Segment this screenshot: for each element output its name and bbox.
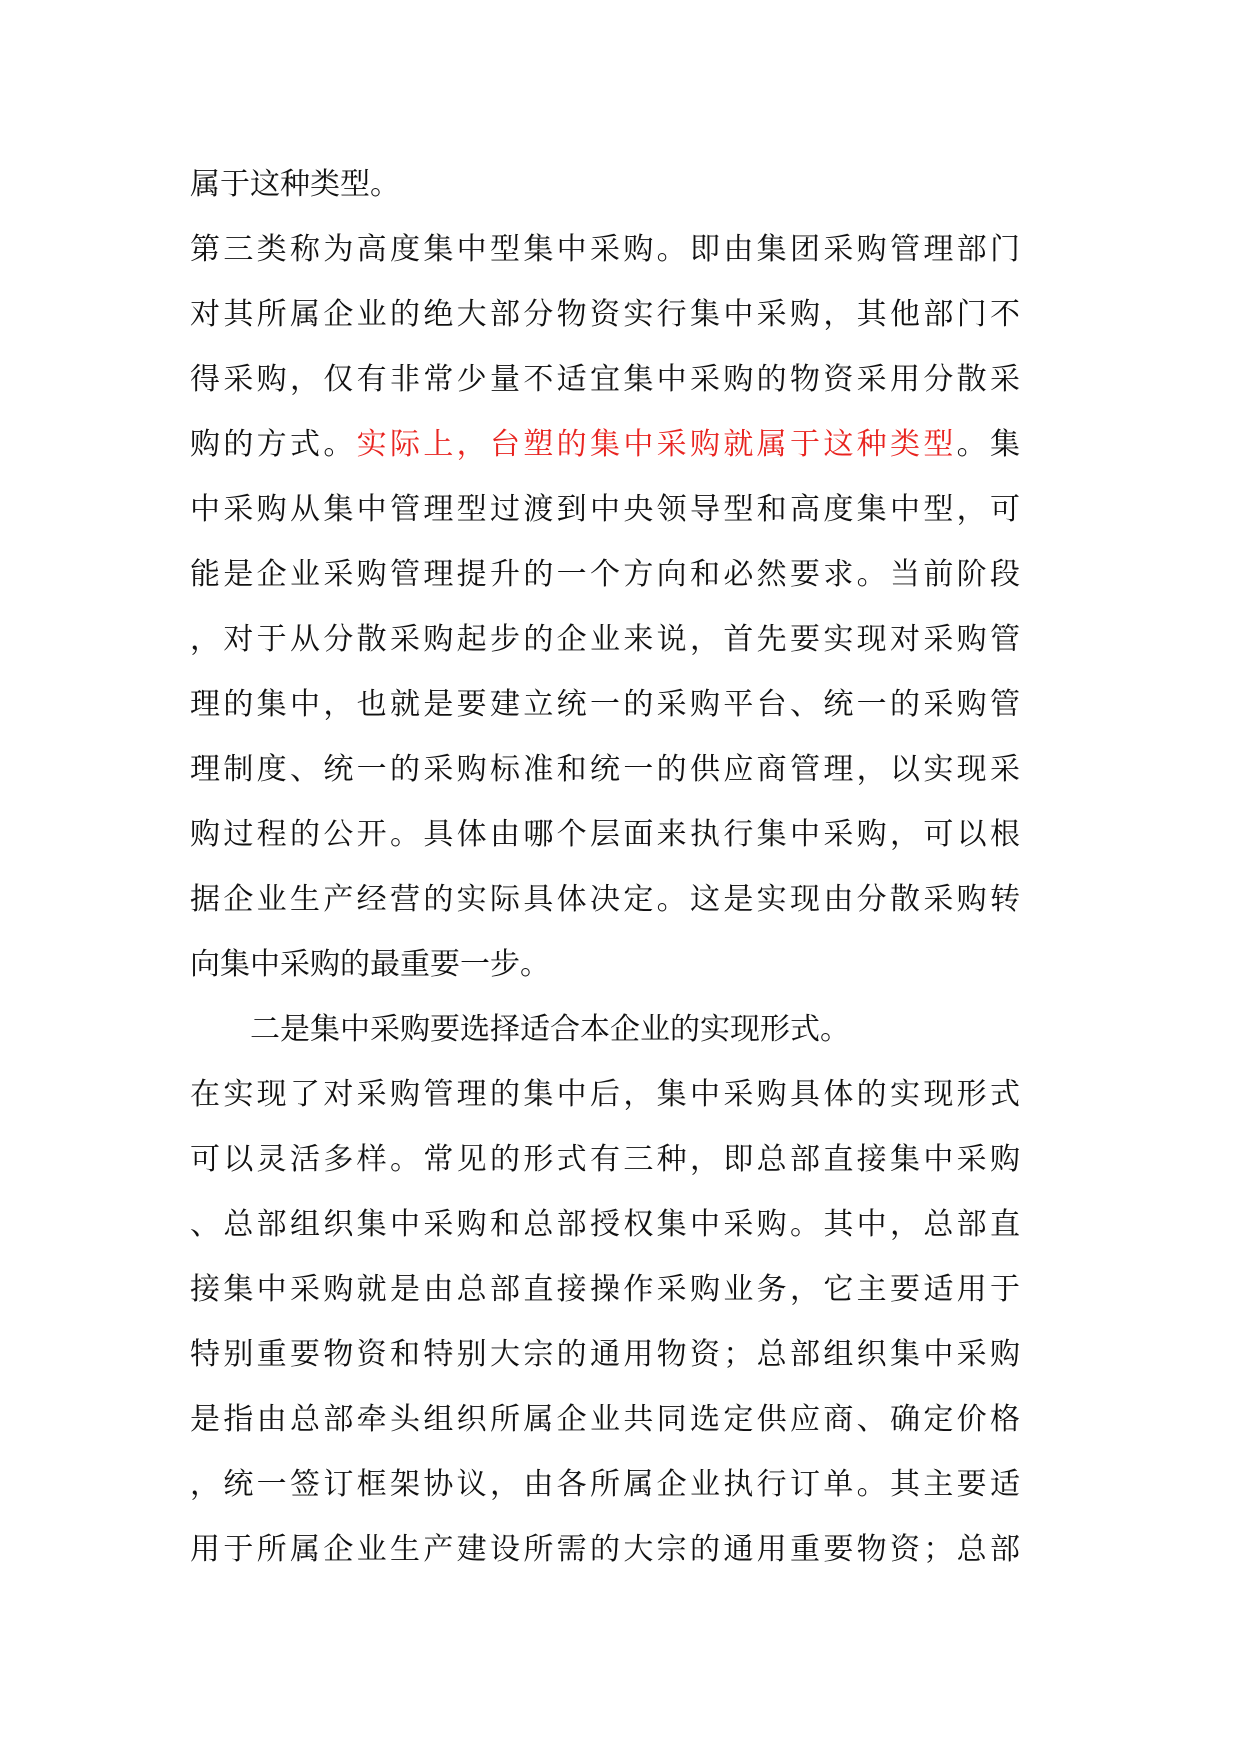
text-line: 特别重要物资和特别大宗的通用物资；总部组织集中采购 xyxy=(190,1337,1020,1372)
text-line: 购过程的公开。具体由哪个层面来执行集中采购，可以根 xyxy=(190,817,1020,852)
text-line: 对其所属企业的绝大部分物资实行集中采购，其他部门不 xyxy=(190,297,1020,332)
highlighted-text: 实际上，台塑的集中采购就属于这种类型 xyxy=(356,427,957,462)
text-line: ，对于从分散采购起步的企业来说，首先要实现对采购管 xyxy=(190,622,1020,657)
text-segment: 。集 xyxy=(956,427,1021,462)
text-line: 属于这种类型。 xyxy=(190,167,400,202)
text-line: 第三类称为高度集中型集中采购。即由集团采购管理部门 xyxy=(190,232,1020,267)
text-segment: 购的方式。 xyxy=(190,427,357,462)
text-line: 在实现了对采购管理的集中后，集中采购具体的实现形式 xyxy=(190,1077,1020,1112)
text-line: 理的集中，也就是要建立统一的采购平台、统一的采购管 xyxy=(190,687,1020,722)
text-line: 、总部组织集中采购和总部授权集中采购。其中，总部直 xyxy=(190,1207,1020,1242)
text-line: 是指由总部牵头组织所属企业共同选定供应商、确定价格 xyxy=(190,1402,1020,1437)
text-line: 得采购，仅有非常少量不适宜集中采购的物资采用分散采 xyxy=(190,362,1020,397)
text-line: 用于所属企业生产建设所需的大宗的通用重要物资；总部 xyxy=(190,1532,1020,1567)
text-line: 接集中采购就是由总部直接操作采购业务，它主要适用于 xyxy=(190,1272,1020,1307)
section-heading: 二是集中采购要选择适合本企业的实现形式。 xyxy=(250,1012,850,1047)
text-line: ，统一签订框架协议，由各所属企业执行订单。其主要适 xyxy=(190,1467,1020,1502)
text-line: 据企业生产经营的实际具体决定。这是实现由分散采购转 xyxy=(190,882,1020,917)
document-body xyxy=(190,152,1020,1582)
text-line: 理制度、统一的采购标准和统一的供应商管理，以实现采 xyxy=(190,752,1020,787)
text-line: 能是企业采购管理提升的一个方向和必然要求。当前阶段 xyxy=(190,557,1020,592)
text-line: 中采购从集中管理型过渡到中央领导型和高度集中型，可 xyxy=(190,492,1020,527)
text-line: 可以灵活多样。常见的形式有三种，即总部直接集中采购 xyxy=(190,1142,1020,1177)
text-line-with-highlight xyxy=(190,412,1020,477)
text-line: 向集中采购的最重要一步。 xyxy=(190,947,550,982)
